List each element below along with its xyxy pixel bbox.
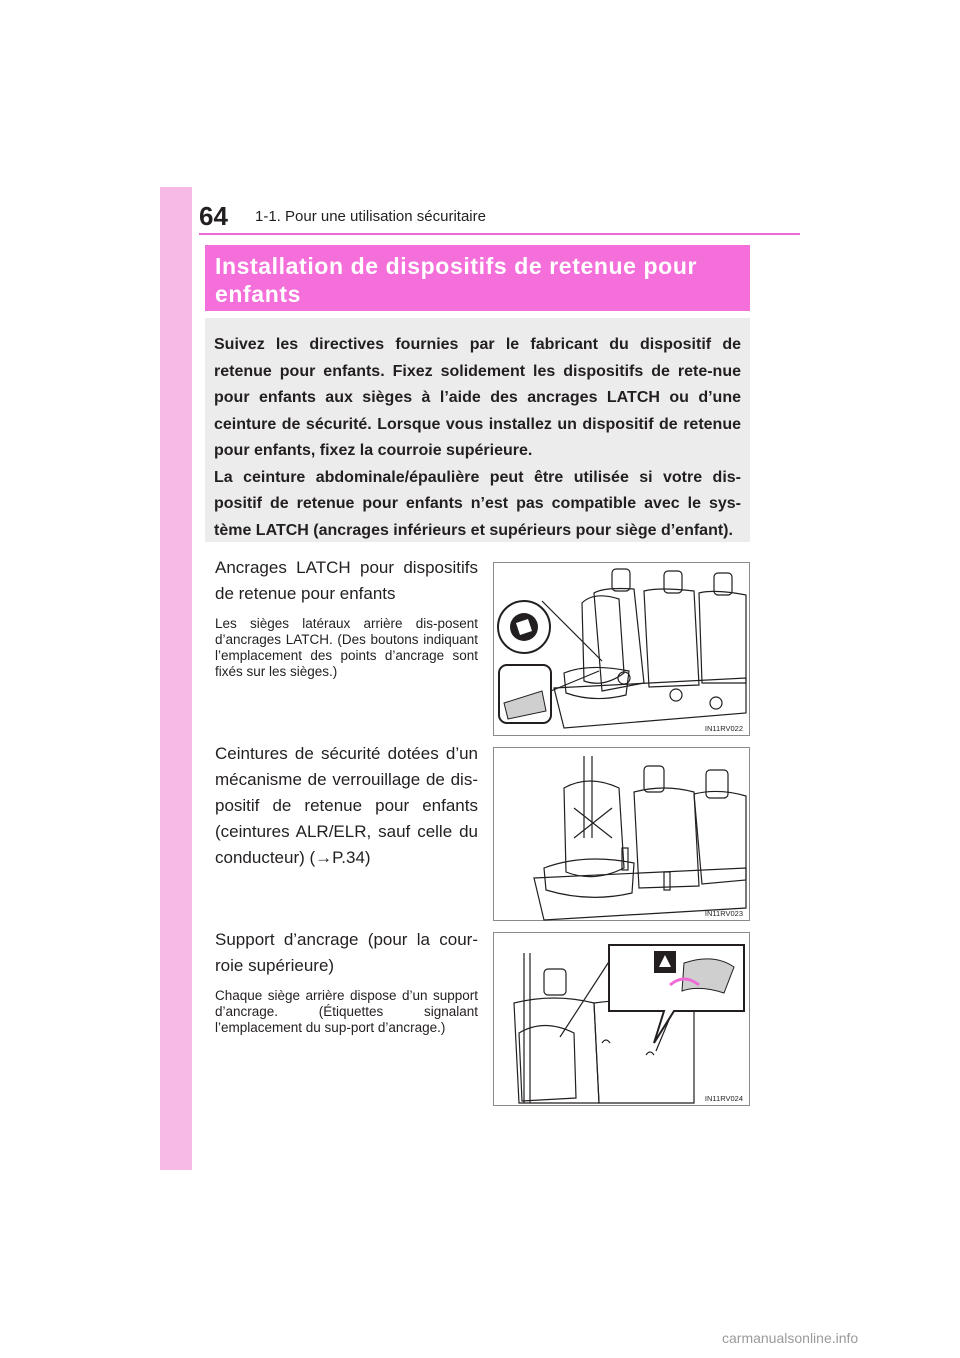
item-title: Support d’ancrage (pour la cour-roie supérieure) <box>215 930 478 975</box>
title-banner <box>205 245 750 311</box>
page-number: 64 <box>199 201 228 231</box>
item-tether-anchor <box>215 927 478 1036</box>
tether-anchor-illustration <box>494 933 751 1107</box>
page-title: Installation de dispositifs de retenue pour enfants <box>215 253 698 307</box>
watermark: carmanualsonline.info <box>722 1330 859 1346</box>
figure-code: IN11RV022 <box>704 724 743 733</box>
rear-seat-latch-illustration <box>494 563 751 737</box>
item-description: Les sièges latéraux arrière dis-posent d’ancrages LATCH. (Des boutons indiquant l’emplacement des points d’ancrage sont fixés sur les sièges.) <box>215 616 478 679</box>
item-alr-elr-belts <box>215 741 478 871</box>
intro-box <box>205 318 750 542</box>
header-divider <box>199 233 800 235</box>
item-title: Ancrages LATCH pour dispositifs de retenue pour enfants <box>215 558 478 603</box>
item-latch-anchors <box>215 555 478 680</box>
child-seat-with-belt-illustration <box>494 748 751 922</box>
intro-paragraph-1: Suivez les directives fournies par le fabricant du dispositif de retenue pour enfants. Fixez solidement les dispositifs de rete-nue pour enfants aux sièges à l’aide des ancrages LATCH ou d’une ceinture de sécurité. Lorsque vous installez un dispositif de retenue pour enfants, fixez la courroie supérieure. <box>214 336 741 459</box>
side-color-band <box>160 187 192 1170</box>
intro-paragraph-2: La ceinture abdominale/épaulière peut être utilisée si votre dis-positif de retenue pour enfants n’est pas compatible avec le sys-tème LATCH (ancrages inférieurs et supérieurs pour siège d’enfant). <box>214 468 741 539</box>
section-heading: 1-1. Pour une utilisation sécuritaire <box>255 208 486 225</box>
figure-latch-anchors <box>493 562 750 736</box>
figure-seat-belts <box>493 747 750 921</box>
item-description: Chaque siège arrière dispose d’un support d’ancrage. (Étiquettes signalant l’emplacement du sup-port d’ancrage.) <box>215 988 478 1035</box>
figure-tether-anchor <box>493 932 750 1106</box>
figure-code: IN11RV023 <box>704 909 743 918</box>
figure-code: IN11RV024 <box>704 1094 743 1103</box>
item-title: Ceintures de sécurité dotées d’un mécanisme de verrouillage de dis-positif de retenue pour enfants (ceintures ALR/ELR, sauf celle du conducteur) (→P.34) <box>215 744 478 867</box>
